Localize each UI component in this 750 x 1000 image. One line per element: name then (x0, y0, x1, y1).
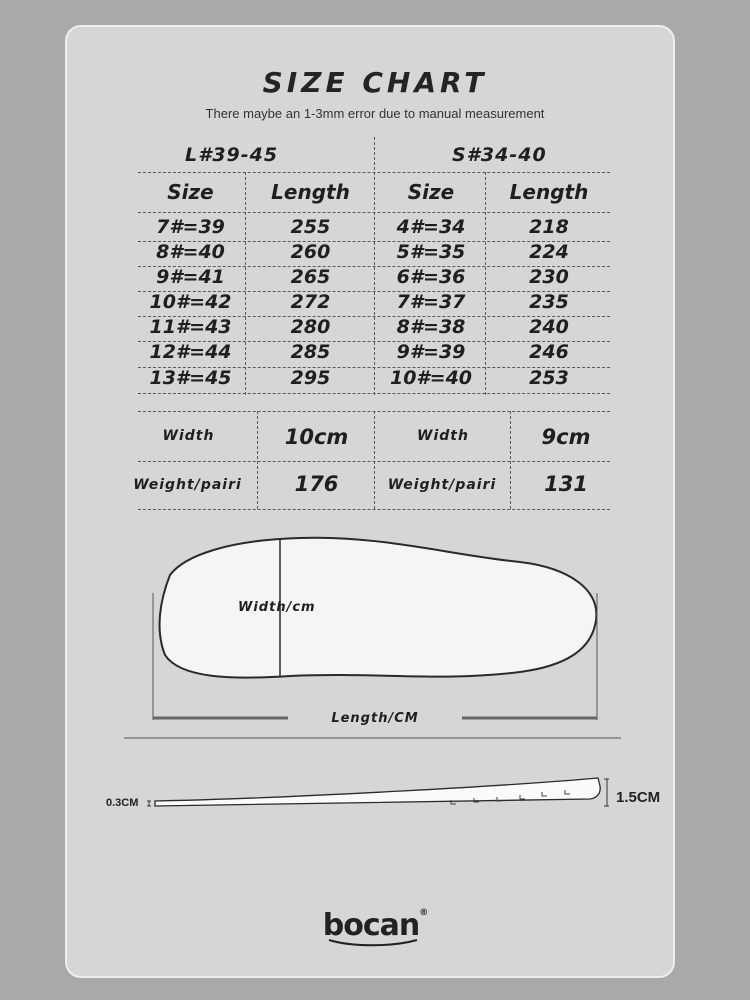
weight-label: Weight/pairi (387, 477, 497, 493)
column-header-length: Length (271, 180, 350, 204)
table-cell-size: 12#=44 (149, 341, 232, 363)
weight-label: Weight/pairi (133, 477, 242, 493)
table-cell-length: 265 (290, 266, 331, 288)
column-header-size: Size (407, 180, 455, 204)
width-annotation: Width/cm (238, 600, 316, 615)
table-cell-length: 260 (290, 241, 331, 263)
logo-underline-swoosh (327, 938, 419, 948)
table-cell-length: 285 (290, 341, 331, 363)
thin-thickness-label: 0.3CM (106, 797, 139, 809)
table-cell-length: 235 (529, 291, 569, 313)
table-cell-length: 295 (290, 367, 331, 389)
group-label-small: S#34-40 (452, 144, 547, 166)
table-cell-size: 9#=39 (396, 341, 466, 363)
table-cell-size: 5#=35 (396, 241, 466, 263)
column-header-size: Size (167, 180, 214, 204)
brand-name: bocan (322, 908, 420, 943)
table-cell-size: 10#=40 (389, 367, 473, 389)
width-value: 10cm (284, 425, 349, 449)
table-cell-size: 13#=45 (149, 367, 232, 389)
weight-value: 131 (544, 472, 588, 496)
width-label: Width (417, 428, 469, 444)
insole-profile (155, 778, 600, 806)
table-cell-length: 255 (290, 216, 331, 238)
table-cell-size: 8#=40 (156, 241, 225, 263)
width-value: 9cm (541, 425, 591, 449)
table-cell-length: 280 (290, 316, 331, 338)
page-title: SIZE CHART (262, 66, 488, 99)
table-cell-length: 272 (290, 291, 331, 313)
width-label: Width (162, 428, 215, 444)
table-cell-length: 224 (529, 241, 569, 263)
table-cell-size: 6#=36 (396, 266, 466, 288)
weight-value: 176 (294, 472, 339, 496)
registered-mark: ® (419, 908, 428, 918)
column-header-length: Length (509, 180, 589, 204)
table-cell-length: 246 (529, 341, 569, 363)
table-cell-length: 230 (529, 266, 569, 288)
thick-bracket (604, 779, 609, 806)
table-cell-size: 4#=34 (396, 216, 466, 238)
table-cell-size: 7#=37 (396, 291, 466, 313)
table-cell-size: 10#=42 (149, 291, 232, 313)
table-cell-size: 7#=39 (156, 216, 225, 238)
length-annotation: Length/CM (331, 711, 419, 726)
thick-thickness-label: 1.5CM (616, 789, 661, 806)
table-cell-length: 218 (529, 216, 569, 238)
table-cell-length: 253 (529, 367, 569, 389)
group-label-large: L#39-45 (185, 144, 279, 166)
measurement-note: There maybe an 1-3mm error due to manual measurement (205, 106, 545, 121)
table-cell-size: 8#=38 (396, 316, 466, 338)
table-cell-size: 11#=43 (149, 316, 232, 338)
table-cell-length: 240 (529, 316, 569, 338)
insole-outline (160, 538, 597, 678)
thin-bracket (147, 801, 151, 806)
table-cell-size: 9#=41 (156, 266, 225, 288)
